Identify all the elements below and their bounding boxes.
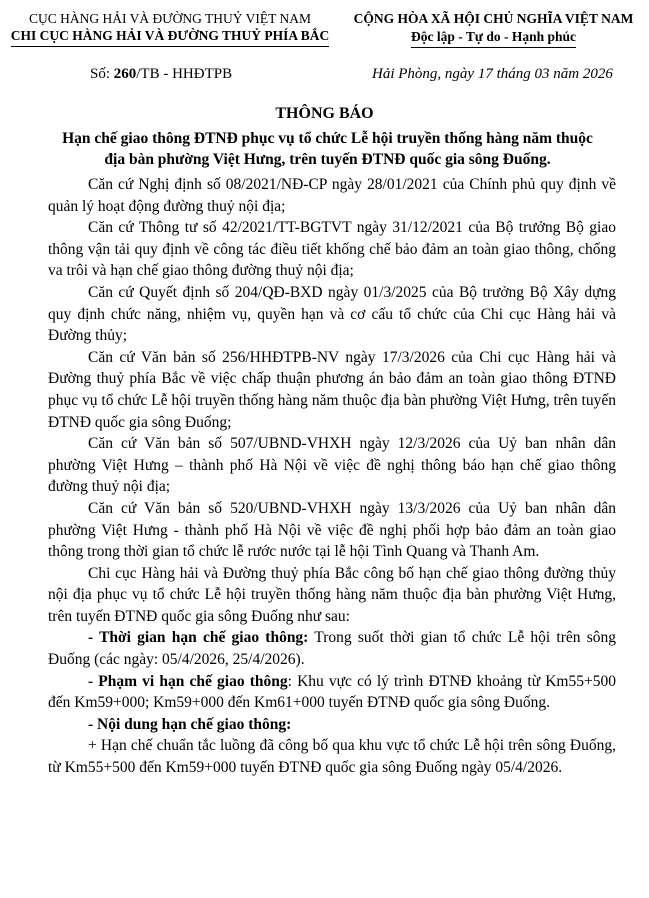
paragraph-legal-basis-2: Căn cứ Thông tư số 42/2021/TT-BGTVT ngày 31/12/2021 của Bộ trưởng Bộ giao thông vận tải quy định về công tác điều tiết khống chế bảo đảm an toàn giao thông, chống va trôi và hạn chế giao thông đường thuỷ nội địa; bbox=[48, 219, 616, 280]
issuing-agency-name: CHI CỤC HÀNG HẢI VÀ ĐƯỜNG THUỶ PHÍA BẮC bbox=[0, 27, 340, 47]
paragraph-legal-basis-3: Căn cứ Quyết định số 204/QĐ-BXD ngày 01/3/2025 của Bộ trưởng Bộ Xây dựng quy định chức năng, nhiệm vụ, quyền hạn và cơ cấu tổ chức của Chi cục Hàng hải và Đường thủy; bbox=[48, 283, 616, 345]
paragraph-restriction-content-heading: - Nội dung hạn chế giao thông: bbox=[88, 715, 292, 733]
place-date: Hải Phòng, ngày 17 tháng 03 năm 2026 bbox=[372, 66, 613, 82]
reference-line bbox=[0, 66, 649, 86]
parent-agency-name: CỤC HÀNG HẢI VÀ ĐƯỜNG THUỶ VIỆT NAM bbox=[28, 11, 312, 26]
paragraph-legal-basis-1: Căn cứ Nghị định số 08/2021/NĐ-CP ngày 28/01/2021 của Chính phủ quy định về quản lý hoạt động đường thuỷ nội địa; bbox=[48, 176, 616, 215]
paragraph-legal-basis-6: Căn cứ Văn bản số 520/UBND-VHXH ngày 13/3/2026 của Uỷ ban nhân dân phường Việt Hưng - thành phố Hà Nội về việc đề nghị phối hợp bảo đảm an toàn giao thông trong thời gian tổ chức lễ rước nước tại lễ hội Tình Quang và Thanh Am. bbox=[48, 499, 616, 561]
paragraph-restriction-content-item: + Hạn chế chuẩn tắc luồng đã công bố qua khu vực tổ chức Lễ hội trên sông Đuống, từ Km55+500 đến Km59+000 tuyến ĐTNĐ quốc gia sông Đuống ngày 05/4/2026. bbox=[48, 737, 616, 777]
motto: Độc lập - Tự do - Hạnh phúc bbox=[338, 28, 649, 48]
country-name: CỘNG HÒA XÃ HỘI CHỦ NGHĨA VIỆT NAM bbox=[353, 11, 634, 26]
agency-block bbox=[0, 10, 340, 47]
paragraph-legal-basis-5: Căn cứ Văn bản số 507/UBND-VHXH ngày 12/3/2026 của Uỷ ban nhân dân phường Việt Hưng – thành phố Hà Nội về việc đề nghị thông báo hạn chế giao thông đường thuỷ nội địa; bbox=[48, 435, 616, 496]
document-title: THÔNG BÁO bbox=[275, 105, 374, 122]
paragraph-announcement: Chi cục Hàng hải và Đường thuỷ phía Bắc công bố hạn chế giao thông đường thủy nội địa phục vụ tổ chức Lễ hội truyền thống hàng năm thuộc địa bàn phường Việt Hưng, trên tuyến ĐTNĐ quốc gia sông Đuống như sau: bbox=[48, 564, 616, 625]
document-body bbox=[48, 174, 616, 779]
paragraph-restriction-time: - Thời gian hạn chế giao thông: Trong suốt thời gian tổ chức Lễ hội trên sông Đuống (các ngày: 05/4/2026, 25/4/2026). bbox=[48, 629, 616, 669]
paragraph-restriction-scope: - Phạm vi hạn chế giao thông: Khu vực có lý trình ĐTNĐ khoảng từ Km55+500 đến Km59+000; Km59+000 đến Km61+000 tuyến ĐTNĐ quốc gia sông Đuống. bbox=[48, 672, 616, 712]
document-subject: Hạn chế giao thông ĐTNĐ phục vụ tổ chức Lễ hội truyền thống hàng năm thuộc địa bàn phường Việt Hưng, trên tuyến ĐTNĐ quốc gia sông Đuống. bbox=[62, 130, 593, 168]
paragraph-legal-basis-4: Căn cứ Văn bản số 256/HHĐTPB-NV ngày 17/3/2026 của Chi cục Hàng hải và Đường thuỷ phía Bắc về việc chấp thuận phương án bảo đảm an toàn giao thông ĐTNĐ phục vụ tổ chức Lễ hội truyền thống hàng năm thuộc địa bàn phường Việt Hưng, trên tuyến ĐTNĐ quốc gia sông Đuống; bbox=[48, 348, 616, 431]
national-motto-block bbox=[338, 10, 649, 48]
document-number: Số: 260/TB - HHĐTPB bbox=[90, 66, 233, 82]
